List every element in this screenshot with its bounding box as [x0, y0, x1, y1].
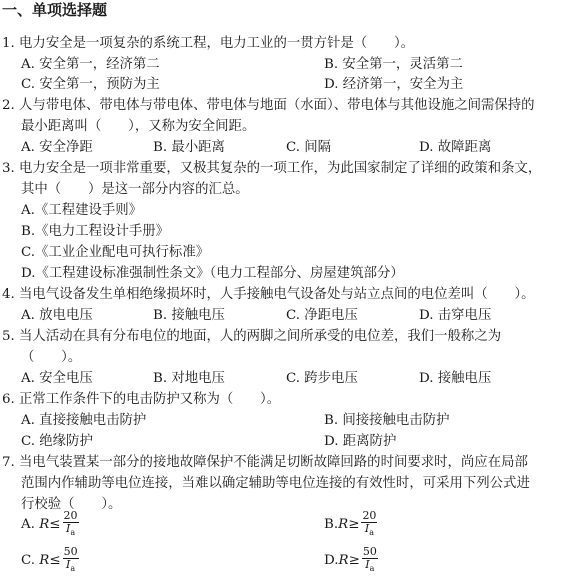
question-2-option-c: C. 间隔 — [286, 140, 332, 155]
option-label: D. — [324, 553, 339, 569]
formula-relation: ≤ — [49, 517, 61, 533]
fraction-denominator: $I_a$ — [365, 558, 375, 574]
fraction-numerator: 20 — [63, 509, 78, 522]
formula-fraction — [362, 546, 378, 575]
question-5-option-a: A. 安全电压 — [21, 371, 93, 386]
formula-variable: R — [338, 553, 349, 569]
question-2-stem-line-2: 最小距离叫（ ），又称为安全间距。 — [21, 119, 256, 134]
formula-variable: R — [338, 517, 349, 533]
formula-fraction — [63, 546, 79, 575]
question-5-option-b: B. 对地电压 — [153, 371, 225, 386]
question-7-option-c — [21, 546, 79, 575]
option-label: A. — [21, 517, 35, 533]
question-4-option-b: B. 接触电压 — [153, 308, 225, 323]
question-3-option-a: A.《工程建设手则》 — [21, 203, 143, 218]
question-1-option-a: A. 安全第一，经济第二 — [21, 57, 160, 72]
question-1-option-b: B. 安全第一，灵活第二 — [324, 57, 463, 72]
formula-relation: ≥ — [348, 517, 360, 533]
question-3-option-c: C.《工业企业配电可执行标准》 — [21, 245, 210, 260]
question-1-stem-line-1: 1. 电力安全是一项复杂的系统工程，电力工业的一贯方针是（ ）。 — [2, 36, 415, 51]
question-2-option-d: D. 故障距离 — [419, 140, 492, 155]
question-6-stem-line-1: 6. 正常工作条件下的电击防护又称为（ ）。 — [2, 392, 281, 407]
option-label: C. — [21, 553, 36, 569]
question-4-option-d: D. 击穿电压 — [419, 308, 492, 323]
question-1-option-c: C. 安全第一，预防为主 — [21, 77, 160, 92]
question-3-stem-line-1: 3. 电力安全是一项非常重要，又极其复杂的一项工作，为此国家制定了详细的政策和条文， — [2, 161, 542, 176]
section-title: 一、单项选择题 — [2, 1, 108, 19]
question-7-stem-line-1: 7. 当电气装置某一部分的接地故障保护不能满足切断故障回路的时间要求时，尚应在局部 — [2, 455, 528, 470]
formula-fraction — [361, 510, 377, 539]
question-7-option-b — [324, 510, 377, 539]
fraction-denominator: $I_a$ — [364, 522, 374, 538]
question-6-option-a: A. 直接接触电击防护 — [21, 413, 147, 428]
formula-relation: ≤ — [49, 553, 61, 569]
question-7-option-a — [21, 510, 79, 539]
question-6-option-b: B. 间接接触电击防护 — [324, 413, 450, 428]
question-1-option-d: D. 经济第一，安全为主 — [324, 77, 464, 92]
question-4-option-a: A. 放电电压 — [21, 308, 93, 323]
question-3-option-b: B.《电力工程设计手册》 — [21, 224, 170, 239]
option-label: B. — [324, 517, 339, 533]
fraction-numerator: 20 — [362, 509, 377, 522]
question-3-stem-line-2: 其中（ ）是这一部分内容的汇总。 — [21, 182, 249, 197]
fraction-numerator: 50 — [63, 545, 78, 558]
fraction-denominator: $I_a$ — [65, 522, 76, 538]
formula-variable: R — [39, 553, 50, 569]
question-7-stem-line-3: 行校验（ ）。 — [21, 497, 122, 512]
fraction-denominator: $I_a$ — [66, 558, 76, 574]
question-4-stem-line-1: 4. 当电气设备发生单相绝缘损坏时，人手接触电气设备处与站立点间的电位差叫（ ）。 — [2, 287, 535, 302]
question-2-option-a: A. 安全净距 — [21, 140, 93, 155]
question-7-option-d — [324, 546, 378, 575]
fraction-numerator: 50 — [362, 545, 377, 558]
question-5-option-d: D. 接触电压 — [419, 371, 492, 386]
question-4-option-c: C. 净距电压 — [286, 308, 358, 323]
question-2-option-b: B. 最小距离 — [153, 140, 225, 155]
question-5-option-c: C. 跨步电压 — [286, 371, 358, 386]
question-6-option-c: C. 绝缘防护 — [21, 434, 93, 449]
question-7-stem-line-2: 范围内作辅助等电位连接，当难以确定辅助等电位连接的有效性时，可采用下列公式进 — [21, 476, 530, 491]
question-5-stem-line-1: 5. 当人活动在具有分布电位的地面，人的两脚之间所承受的电位差，我们一般称之为 — [2, 329, 502, 344]
formula-fraction — [63, 510, 79, 539]
question-2-stem-line-1: 2. 人与带电体、带电体与带电体、带电体与地面（水面）、带电体与其他设施之间需保持的 — [2, 98, 535, 113]
formula-relation: ≥ — [348, 553, 360, 569]
question-5-stem-line-2: （ ）。 — [21, 350, 82, 365]
question-6-option-d: D. 距离防护 — [324, 434, 397, 449]
question-3-option-d: D.《工程建设标准强制性条文》（电力工程部分、房屋建筑部分） — [21, 266, 404, 281]
formula-variable: R — [39, 517, 50, 533]
